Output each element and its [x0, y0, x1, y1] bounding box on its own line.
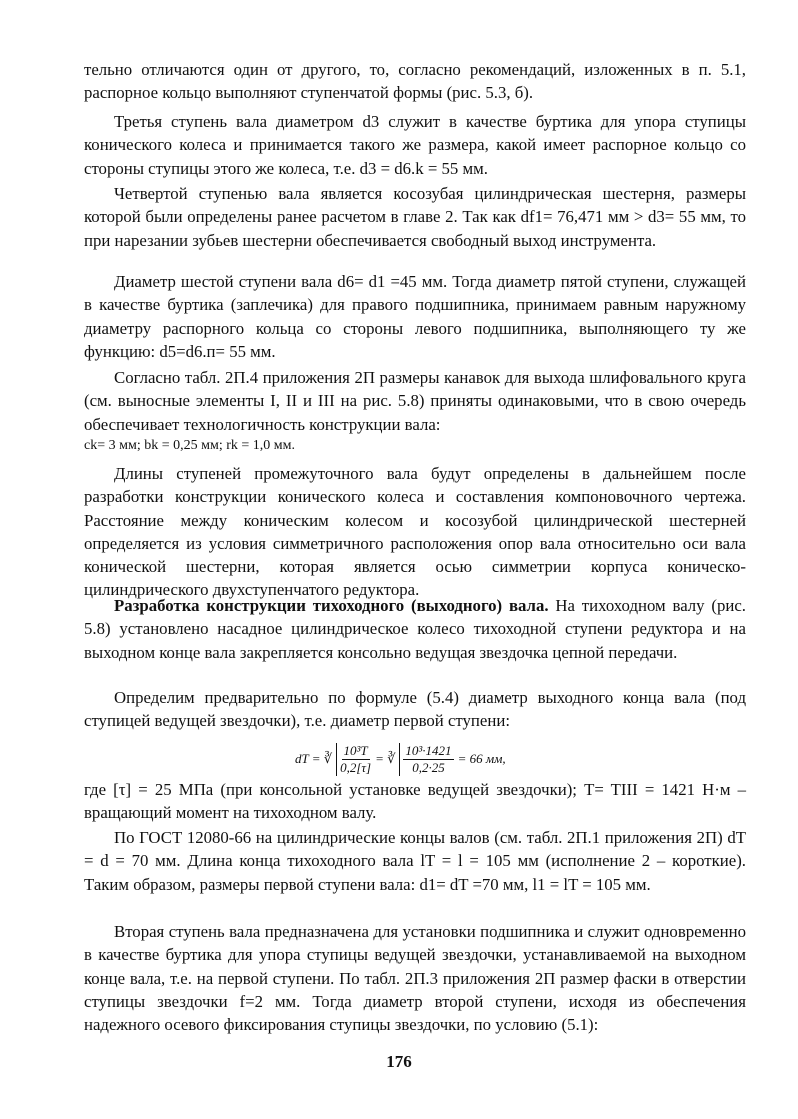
- paragraph-6: Длины ступеней промежуточного вала будут определены в дальнейшем после разработки конструкции конического колеса и составления компоновочного чертежа. Расстояние между коническим колесом и косозубой цилиндрической шестерней определяется из условия симметричного расположения опор вала относительно оси вала конической шестерни, которая является осью симметрии корпуса коническо-цилиндрического двухступенчатого редуктора.: [84, 464, 746, 600]
- paragraph-4: Диаметр шестой ступени вала d6= d1 =45 мм. Тогда диаметр пятой ступени, служащей в качестве буртика (заплечика) для правого подшипника, принимаем равным наружному диаметру распорного кольца со стороны левого подшипника, выполняющего ту же функцию: d5=d6.п= 55 мм.: [84, 272, 746, 361]
- formula-fraction-1: [336, 743, 371, 776]
- paragraph-7: [84, 594, 746, 664]
- formula-lhs: dT = ∛: [295, 751, 333, 766]
- paragraph-3: Четвертой ступенью вала является косозубая цилиндрическая шестерня, размеры которой были определены ранее расчетом в главе 2. Так как df1= 76,471 мм > d3= 55 мм, то при нарезании зубьев шестерни обеспечивается свободный выход инструмента.: [84, 184, 746, 250]
- formula-fraction-1-den: 0,2[τ]: [340, 759, 372, 775]
- paragraph-10: По ГОСТ 12080-66 на цилиндрические концы валов (см. табл. 2П.1 приложения 2П) dT = d = 70 мм. Длина конца тихоходного вала lT = l = 105 мм (исполнение 2 – короткие). Таким образом, размеры первой ступени вала: d1= dT =70 мм, l1 = lT = 105 мм.: [84, 828, 746, 894]
- page-number: 176: [386, 1052, 412, 1071]
- formula-fraction-2-den: 0,2·25: [412, 759, 445, 775]
- formula-fraction-1-num: 10³T: [343, 742, 368, 758]
- formula-eq: = ∛: [375, 751, 396, 766]
- paragraph-2: Третья ступень вала диаметром d3 служит в качестве буртика для упора ступицы конического колеса и принимается такого же размера, какой имеет распорное кольцо со стороны ступицы этого же колеса, т.е. d3 = d6.k = 55 мм.: [84, 112, 746, 178]
- paragraph-1: тельно отличаются один от другого, то, согласно рекомендаций, изложенных в п. 5.1, распорное кольцо выполняют ступенчатой формы (рис. 5.3, б).: [84, 60, 746, 103]
- paragraph-7-text: На тихоходном валу (рис. 5.8) установлено насадное цилиндрическое колесо тихоходной ступени редуктора и на выходном конце вала закрепляется консольно ведущая звездочка цепной передачи.: [84, 596, 746, 662]
- paragraph-8: Определим предварительно по формуле (5.4) диаметр выходного конца вала (под ступицей ведущей звездочки), т.е. диаметр первой ступени:: [84, 688, 746, 731]
- paragraph-11: Вторая ступень вала предназначена для установки подшипника и служит одновременно в качестве буртика для упора ступицы ведущей звездочки, устанавливаемой на выходном конце вала, т.е. на первой ступени. По табл. 2П.3 приложения 2П размер фаски в отверстии ступицы звездочки f=2 мм. Тогда диаметр второй ступени, исходя из обеспечения надежного осевого фиксирования ступицы звездочки, по условию (5.1):: [84, 922, 746, 1035]
- formula-result: = 66 мм,: [457, 751, 506, 766]
- paragraph-5: Согласно табл. 2П.4 приложения 2П размеры канавок для выхода шлифовального круга (см. выносные элементы I, II и III на рис. 5.8) приняты одинаковыми, что в свою очередь обеспечивает технологичность конструкции вала:: [84, 368, 746, 434]
- formula-dt: [295, 738, 506, 780]
- section-heading: Разработка конструкции тихоходного (выходного) вала.: [114, 596, 549, 615]
- paragraph-9: где [τ] = 25 МПа (при консольной установке ведущей звездочки); T= TIII = 1421 Н·м – вращающий момент на тихоходном валу.: [84, 780, 746, 823]
- groove-dimensions: ck= 3 мм; bk = 0,25 мм; rk = 1,0 мм.: [84, 438, 295, 453]
- formula-fraction-2-num: 10³·1421: [405, 742, 452, 758]
- formula-fraction-2: [399, 743, 453, 776]
